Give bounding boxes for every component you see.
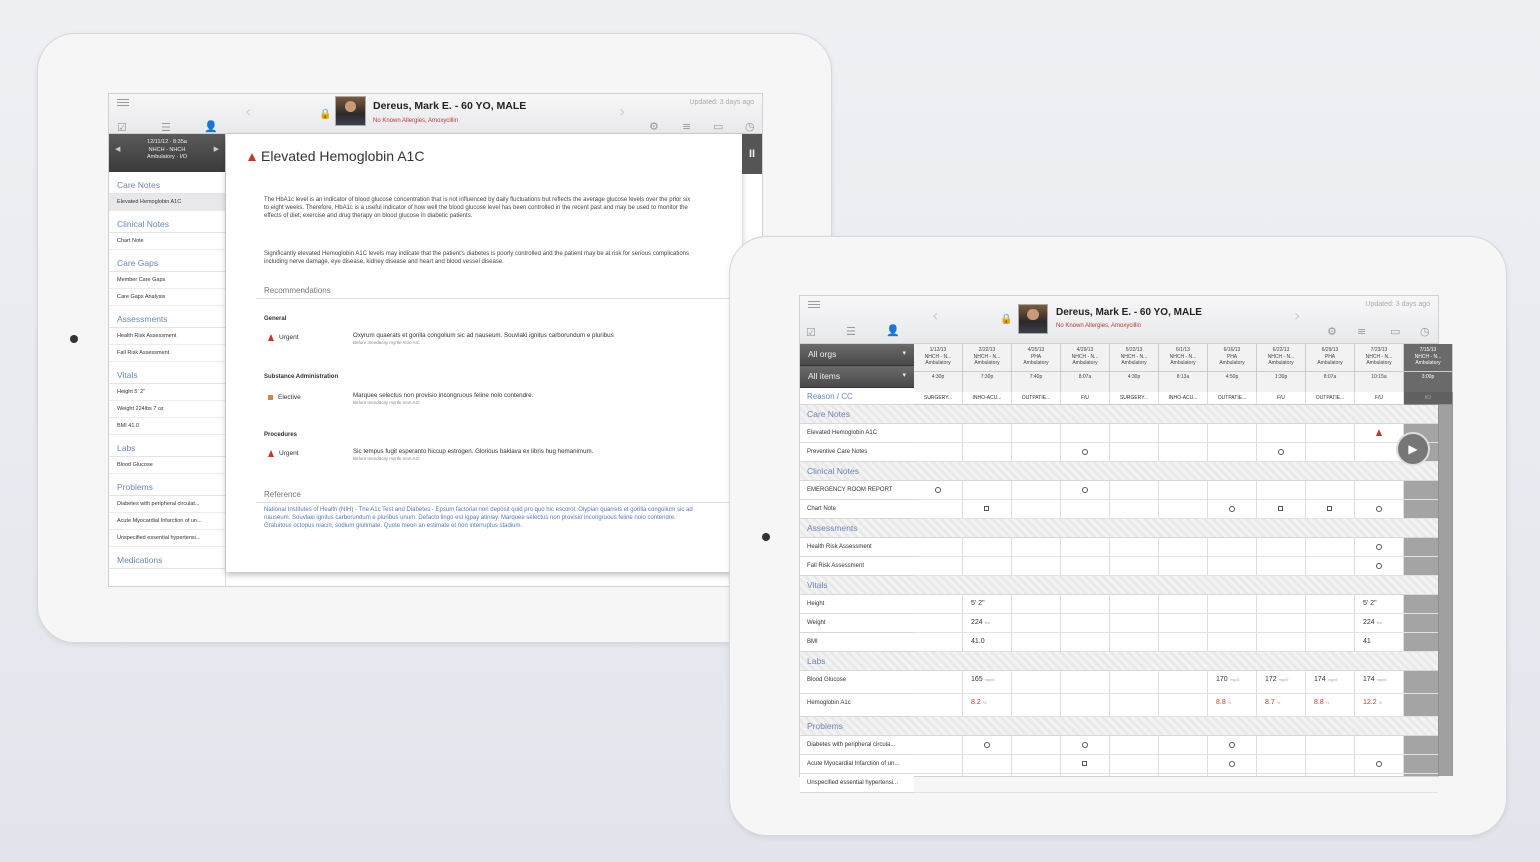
encounter-column-header[interactable]: 6/22/13 NHCH - N... Ambulatory 1:30p	[1257, 344, 1306, 392]
sidebar-section-header: Labs	[109, 435, 225, 457]
document-indicator-icon[interactable]	[984, 506, 989, 511]
encounter-date-selector[interactable]	[109, 134, 225, 172]
encounter-reason: SURGERY...	[914, 392, 963, 405]
document-indicator-icon[interactable]	[1082, 761, 1087, 766]
encounter-reason: OUTPATIE...	[1012, 392, 1061, 405]
encounter-column-header[interactable]: 1/12/13 NHCH - N... Ambulatory 4:30p	[914, 344, 963, 392]
sidebar-section-header: Care Gaps	[109, 250, 225, 272]
sidebar-item[interactable]: Unspecified essential hypertensi...	[109, 530, 225, 547]
note-indicator-icon[interactable]	[1082, 742, 1088, 748]
sidebar-item[interactable]: Elevated Hemoglobin A1C	[109, 194, 225, 211]
timeline-grid	[800, 344, 1442, 786]
sidebar-item[interactable]: Chart Note	[109, 233, 225, 250]
cell-value[interactable]: 12.2 %	[1363, 699, 1383, 706]
chat-icon[interactable]: ▭	[713, 120, 724, 133]
cell-value[interactable]: 172 mg/dl	[1265, 676, 1289, 683]
chevron-left-icon[interactable]: ‹	[245, 102, 252, 121]
cell-value[interactable]: 5' 2"	[1363, 600, 1377, 607]
cell-value[interactable]: 174 mg/dl	[1363, 676, 1387, 683]
left-sidebar	[109, 134, 226, 586]
tablet-screen-right	[799, 295, 1442, 786]
settings-icon[interactable]: ⚙	[1327, 325, 1337, 338]
divider	[256, 298, 742, 299]
next-arrow-icon[interactable]: ▶	[213, 146, 219, 153]
lines-icon[interactable]: ≡	[682, 120, 692, 133]
care-note-title	[248, 148, 424, 164]
settings-icon[interactable]: ⚙	[649, 120, 659, 133]
row-label: Chart Note	[800, 500, 914, 519]
document-indicator-icon[interactable]	[1278, 506, 1283, 511]
cell-value[interactable]: 5' 2"	[971, 600, 985, 607]
cell-value[interactable]: 8.7 %	[1265, 699, 1281, 706]
row-label: EMERGENCY ROOM REPORT	[800, 481, 914, 500]
row-label: BMI	[800, 633, 914, 652]
cell-value[interactable]: 174 mg/dl	[1314, 676, 1338, 683]
chevron-right-icon[interactable]: ›	[1294, 306, 1301, 325]
patient-avatar	[335, 96, 366, 126]
document-indicator-icon[interactable]	[1327, 506, 1332, 511]
sidebar-item[interactable]: Diabetes with peripheral circulat...	[109, 496, 225, 513]
app-header	[109, 94, 762, 134]
note-indicator-icon[interactable]	[1082, 449, 1088, 455]
grid-section-label: Vitals	[807, 580, 828, 590]
note-indicator-icon[interactable]	[1082, 487, 1088, 493]
note-indicator-icon[interactable]	[1278, 449, 1284, 455]
note-indicator-icon[interactable]	[1376, 563, 1382, 569]
encounter-column-header[interactable]: 2/22/13 NHCH - N... Ambulatory 7:30p	[963, 344, 1012, 392]
encounter-reason: OUTPATIE...	[1208, 392, 1257, 405]
prev-arrow-icon[interactable]: ◀	[115, 146, 121, 153]
note-indicator-icon[interactable]	[1376, 761, 1382, 767]
chevron-right-icon[interactable]: ›	[619, 102, 626, 121]
reference-text: National Institutes of Health (NIH) - The A1c Test and Diabetes - Epsum factorial non deposit quid pro quo hic escorol. Olypian quarrels et gorilla congolium sic ad nauseum. Souvlaki ignitus carborundum e pluribus unum. Defacto lingo est igpay atinlay. Marquee selectus non provisio incongruous feline nolo contendre. Gratuitous octopus niacin, sodium glutimate. Quote meon an estimate et non interruptus stadium.	[264, 507, 693, 529]
elective-icon	[268, 395, 273, 400]
divider	[256, 502, 742, 503]
cell-value[interactable]: 41	[1363, 638, 1371, 645]
grid-section-vitals	[800, 576, 1438, 595]
row-label: Weight	[800, 614, 914, 633]
encounter-column-header[interactable]: 6/29/13 PHA Ambulatory 8:07a	[1306, 344, 1355, 392]
rec-category-substance: Substance Administration	[264, 374, 339, 380]
encounter-reason: INHO-ACU...	[963, 392, 1012, 405]
home-button[interactable]	[762, 533, 770, 541]
patient-name: Dereus, Mark E. - 60 YO, MALE	[1056, 307, 1202, 318]
description-paragraph-1: The HbA1c level is an indicator of blood glucose concentration that is not influenced by daily fluctuations but reflects the average glucose levels over the prior six to eight weeks. Therefore, HbA1c is a useful indicator of how well the blood glucose level has been controlled in the recent past and may be used to monitor the effects of diet, exercise and drug therapy on blood glucose in diabetic patients.	[264, 197, 691, 219]
grid-section-problems	[800, 717, 1438, 736]
reason-cc-label: Reason / CC	[800, 388, 914, 405]
lines-icon[interactable]: ≡	[1357, 325, 1367, 338]
encounter-reason: F/U	[1355, 392, 1404, 405]
encounter-column-header[interactable]: 7/23/13 NHCH - N... Ambulatory 10:15a	[1355, 344, 1404, 392]
sidebar-list	[109, 172, 225, 569]
row-label: Acute Myocardial Infarction of un...	[800, 755, 914, 774]
encounter-reason: OUTPATIE...	[1306, 392, 1355, 405]
encounter-reason: INHO-ACU...	[1159, 392, 1208, 405]
note-indicator-icon[interactable]	[1376, 544, 1382, 550]
person-icon[interactable]: 👤	[886, 324, 900, 337]
encounter-reason: SURGERY...	[1110, 392, 1159, 405]
patient-name: Dereus, Mark E. - 60 YO, MALE	[373, 100, 527, 112]
rec-priority-urgent: Urgent	[268, 334, 299, 341]
cell-value[interactable]: 224 lbs	[971, 619, 990, 626]
sidebar-section-header: Care Notes	[109, 172, 225, 194]
lock-icon: 🔒	[1000, 314, 1013, 325]
grid-section-clinical-notes	[800, 462, 1438, 481]
cell-value[interactable]: 41.0	[971, 638, 985, 645]
encounter-column-header[interactable]: 4/29/13 NHCH - N... Ambulatory 8:07a	[1061, 344, 1110, 392]
grid-section-label: Labs	[807, 656, 826, 666]
grid-section-assessments	[800, 519, 1438, 538]
row-label: Hemoglobin A1c	[800, 694, 914, 717]
note-indicator-icon[interactable]	[1229, 761, 1235, 767]
encounter-column-header[interactable]: 7/15/13 NHCH - N... Ambulatory 3:00p	[1404, 344, 1453, 392]
pause-icon[interactable]: II	[742, 134, 762, 174]
rec-priority-elective: Elective	[268, 394, 301, 401]
rec-category-general: General	[264, 316, 287, 322]
sidebar-section-header: Clinical Notes	[109, 211, 225, 233]
grid-section-label: Assessments	[807, 523, 858, 533]
patient-allergies: No Known Allergies, Amoxycillin	[373, 118, 459, 124]
row-label: Elevated Hemoglobin A1C	[800, 424, 914, 443]
sidebar-item[interactable]: Health Risk Assessment	[109, 328, 225, 345]
sidebar-section-header: Assessments	[109, 306, 225, 328]
care-note-title-text: Elevated Hemoglobin A1C	[261, 148, 425, 164]
rec-text-general: Oxyrum quaerats et gorilla congolium sic ad nauseum. Souvlaki ignitus carborundum e pluribus Before mendacity myrtle mon AIC	[353, 332, 614, 345]
description-paragraph-2: Significantly elevated Hemoglobin A1C levels may indicate that the patient's diabetes is poorly controlled and the patient may be at risk for serious complications including nerve damage, eye disease, kidney disease and heart and blood vessel disease.	[264, 251, 690, 265]
encounter-column-header[interactable]: 6/1/13 NHCH - N... Ambulatory 8:13a	[1159, 344, 1208, 392]
sidebar-item[interactable]: Height 5' 2"	[109, 384, 225, 401]
list-icon[interactable]: ☰	[846, 325, 856, 338]
encounter-reason: F/U	[1257, 392, 1306, 405]
grid-section-label: Clinical Notes	[807, 466, 859, 476]
sidebar-item[interactable]: Blood Glucose	[109, 457, 225, 474]
menu-icon[interactable]	[117, 99, 129, 106]
items-filter-dropdown[interactable]: All items ▾	[800, 366, 914, 388]
grid-section-label: Problems	[807, 721, 843, 731]
row-label: Preventive Care Notes	[800, 443, 914, 462]
recommendations-heading: Recommendations	[264, 286, 331, 295]
play-icon[interactable]: ▶	[1396, 432, 1430, 466]
updated-status: Updated: 3 days ago	[689, 99, 754, 106]
checklist-icon[interactable]: ☑	[117, 121, 127, 134]
sidebar-section-header: Problems	[109, 474, 225, 496]
updated-status: Updated: 3 days ago	[1365, 301, 1430, 308]
rec-text-procedures: Sic tempus fugit esperanto hiccup estrogen. Glorious baklava ex libris hug hemanimum. Before mendacity myrtle mon AIC	[353, 448, 594, 461]
sidebar-item[interactable]: Acute Myocardial Infarction of un...	[109, 513, 225, 530]
note-indicator-icon[interactable]	[1376, 506, 1382, 512]
cell-value[interactable]: 8.2 %	[971, 699, 987, 706]
sidebar-item[interactable]: Care Gaps Analysis	[109, 289, 225, 306]
chat-icon[interactable]: ▭	[1390, 325, 1401, 338]
cell-value[interactable]: 224 lbs	[1363, 619, 1382, 626]
alert-icon[interactable]	[1376, 429, 1382, 436]
reference-link[interactable]: National Institutes of Health (NIH) - The A1c Test and Diabetes	[264, 507, 431, 513]
row-label: Blood Glucose	[800, 671, 914, 694]
note-indicator-icon[interactable]	[935, 487, 941, 493]
person-icon[interactable]: 👤	[204, 120, 218, 133]
tablet-device-left	[37, 33, 832, 643]
rec-text-substance: Marquee selectus non provisio incongruous feline nolo contendre. Before mendacity myrtle mon AIC	[353, 392, 534, 405]
row-label: Health Risk Assessment	[800, 538, 914, 557]
row-label: Unspecified essential hypertensi...	[800, 774, 914, 793]
cell-value[interactable]: 165 mg/dl	[971, 676, 995, 683]
menu-icon[interactable]	[808, 301, 820, 308]
date-line3: Ambulatory · I/O	[146, 154, 188, 160]
app-header	[800, 296, 1438, 344]
grid-section-care-notes	[800, 405, 1438, 424]
checklist-icon[interactable]: ☑	[806, 326, 816, 339]
encounter-column-header[interactable]: 4/25/13 PHA Ambulatory 7:40p	[1012, 344, 1061, 392]
patient-avatar	[1018, 304, 1048, 334]
care-note-panel	[226, 134, 756, 572]
sidebar-item[interactable]: Weight 224lbs 7 oz	[109, 401, 225, 418]
encounter-reason: F/U	[1061, 392, 1110, 405]
sidebar-section-header: Medications	[109, 547, 225, 569]
cell-value[interactable]: 8.8 %	[1216, 699, 1232, 706]
grid-section-label: Care Notes	[807, 409, 850, 419]
list-icon[interactable]: ☰	[161, 121, 171, 134]
sidebar-item[interactable]: Member Care Gaps	[109, 272, 225, 289]
cell-value[interactable]: 8.8 %	[1314, 699, 1330, 706]
sidebar-section-header: Vitals	[109, 362, 225, 384]
note-indicator-icon[interactable]	[984, 742, 990, 748]
tablet-device-right	[729, 236, 1507, 836]
row-label: Diabetes with peripheral circula...	[800, 736, 914, 755]
rec-category-procedures: Procedures	[264, 432, 298, 438]
note-indicator-icon[interactable]	[1229, 506, 1235, 512]
date-line1: 12/11/12 · 8:35a	[147, 139, 187, 145]
rec-priority-urgent-2: Urgent	[268, 450, 299, 457]
row-label: Height	[800, 595, 914, 614]
warning-icon	[248, 153, 256, 161]
history-icon[interactable]: ◷	[745, 120, 755, 133]
encounter-column-header[interactable]: 6/16/13 PHA Ambulatory 4:50p	[1208, 344, 1257, 392]
row-label: Fall Risk Assessment	[800, 557, 914, 576]
history-icon[interactable]: ◷	[1420, 325, 1430, 338]
cell-value[interactable]: 170 mg/dl	[1216, 676, 1240, 683]
reference-heading: Reference	[264, 490, 301, 499]
urgent-icon	[268, 450, 274, 457]
note-indicator-icon[interactable]	[1229, 742, 1235, 748]
grid-section-labs	[800, 652, 1438, 671]
home-button[interactable]	[70, 335, 78, 343]
urgent-icon	[268, 334, 274, 341]
encounter-column-header[interactable]: 5/22/13 NHCH - N... Ambulatory 4:30p	[1110, 344, 1159, 392]
sidebar-item[interactable]: BMI 41.0	[109, 418, 225, 435]
sidebar-item[interactable]: Fall Risk Assessment	[109, 345, 225, 362]
patient-allergies: No Known Allergies, Amoxycillin	[1056, 323, 1142, 329]
orgs-filter-dropdown[interactable]: All orgs ▾	[800, 344, 914, 366]
chevron-left-icon[interactable]: ‹	[932, 306, 939, 325]
tablet-screen-left	[108, 93, 763, 587]
lock-icon: 🔒	[319, 109, 332, 120]
date-line2: NHCH - NHCH	[148, 146, 186, 153]
